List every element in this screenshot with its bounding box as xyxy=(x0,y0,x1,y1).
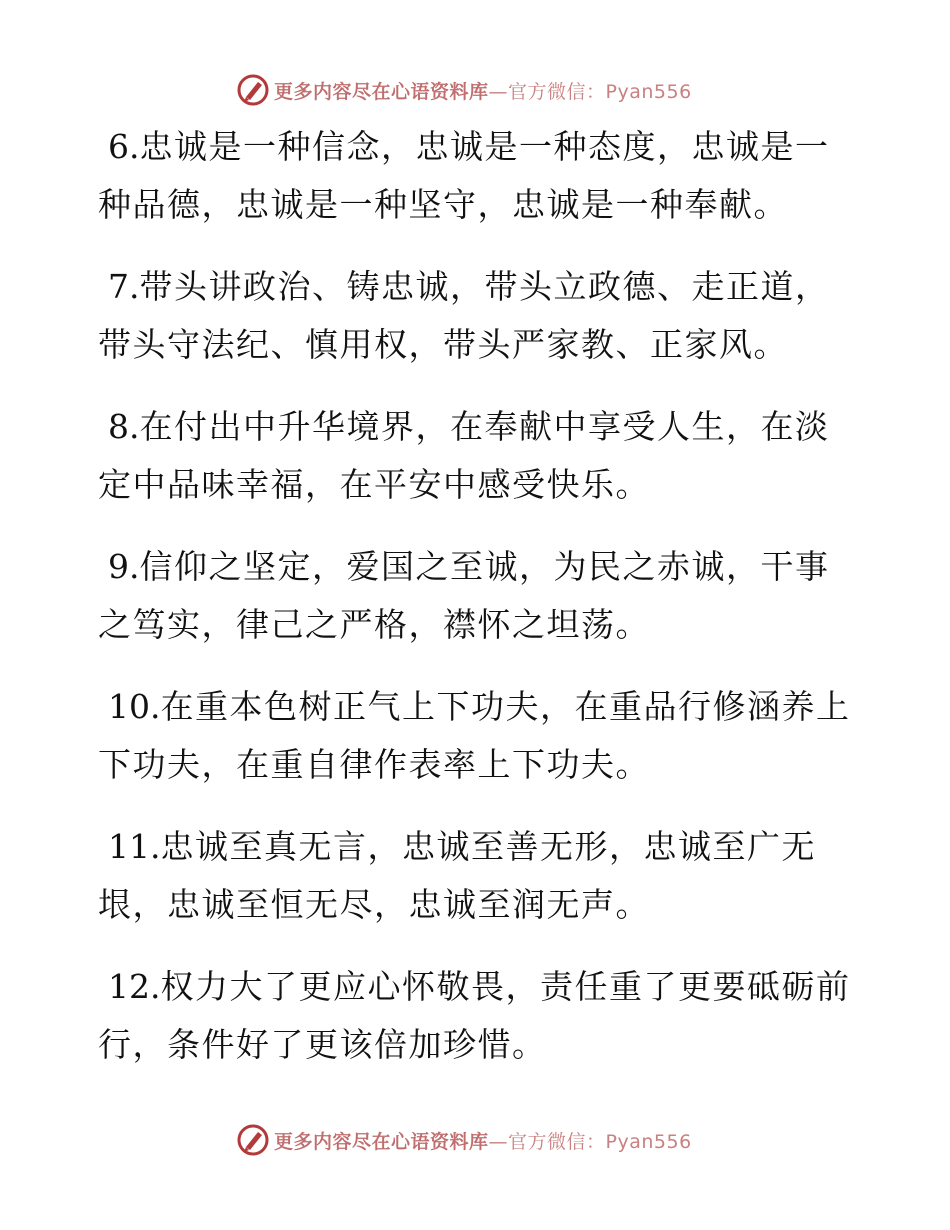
quote-number: 8. xyxy=(108,407,140,446)
quote-number: 12. xyxy=(108,967,161,1006)
quote-number: 6. xyxy=(108,127,140,166)
quote-number: 10. xyxy=(108,687,161,726)
quote-text: 带头讲政治、铸忠诚，带头立政德、走正道，带头守法纪、慎用权，带头严家教、正家风。 xyxy=(98,267,830,364)
quote-item xyxy=(98,818,858,934)
quote-number: 7. xyxy=(108,267,140,306)
quote-item xyxy=(98,538,858,654)
quote-item xyxy=(98,398,858,514)
header-banner-rest: —官方微信：Pyan556 xyxy=(488,80,692,103)
quote-text: 在重本色树正气上下功夫，在重品行修涵养上下功夫，在重自律作表率上下功夫。 xyxy=(98,687,851,784)
quote-item xyxy=(98,678,858,794)
header-banner-bold: 更多内容尽在心语资料库 xyxy=(274,80,489,103)
quote-text: 信仰之坚定，爱国之至诚，为民之赤诚，干事之笃实，律己之严格，襟怀之坦荡。 xyxy=(98,547,830,644)
quote-text: 忠诚至真无言，忠诚至善无形，忠诚至广无垠，忠诚至恒无尽，忠诚至润无声。 xyxy=(98,827,816,924)
footer-banner xyxy=(236,1122,692,1158)
quote-number: 11. xyxy=(108,827,161,866)
header-banner-text xyxy=(274,77,692,104)
pen-logo-icon xyxy=(236,73,270,107)
quote-item xyxy=(98,258,858,374)
quote-text: 在付出中升华境界，在奉献中享受人生，在淡定中品味幸福，在平安中感受快乐。 xyxy=(98,407,830,504)
quote-item xyxy=(98,958,858,1074)
quote-list xyxy=(98,118,858,1098)
footer-banner-text xyxy=(274,1127,692,1154)
footer-banner-rest: —官方微信：Pyan556 xyxy=(488,1130,692,1153)
quote-item xyxy=(98,118,858,234)
footer-banner-bold: 更多内容尽在心语资料库 xyxy=(274,1130,489,1153)
quote-text: 权力大了更应心怀敬畏，责任重了更要砥砺前行，条件好了更该倍加珍惜。 xyxy=(98,967,851,1064)
quote-text: 忠诚是一种信念，忠诚是一种态度，忠诚是一种品德，忠诚是一种坚守，忠诚是一种奉献。 xyxy=(98,127,830,224)
quote-number: 9. xyxy=(108,547,140,586)
pen-logo-icon xyxy=(236,1123,270,1157)
header-banner xyxy=(236,72,692,108)
